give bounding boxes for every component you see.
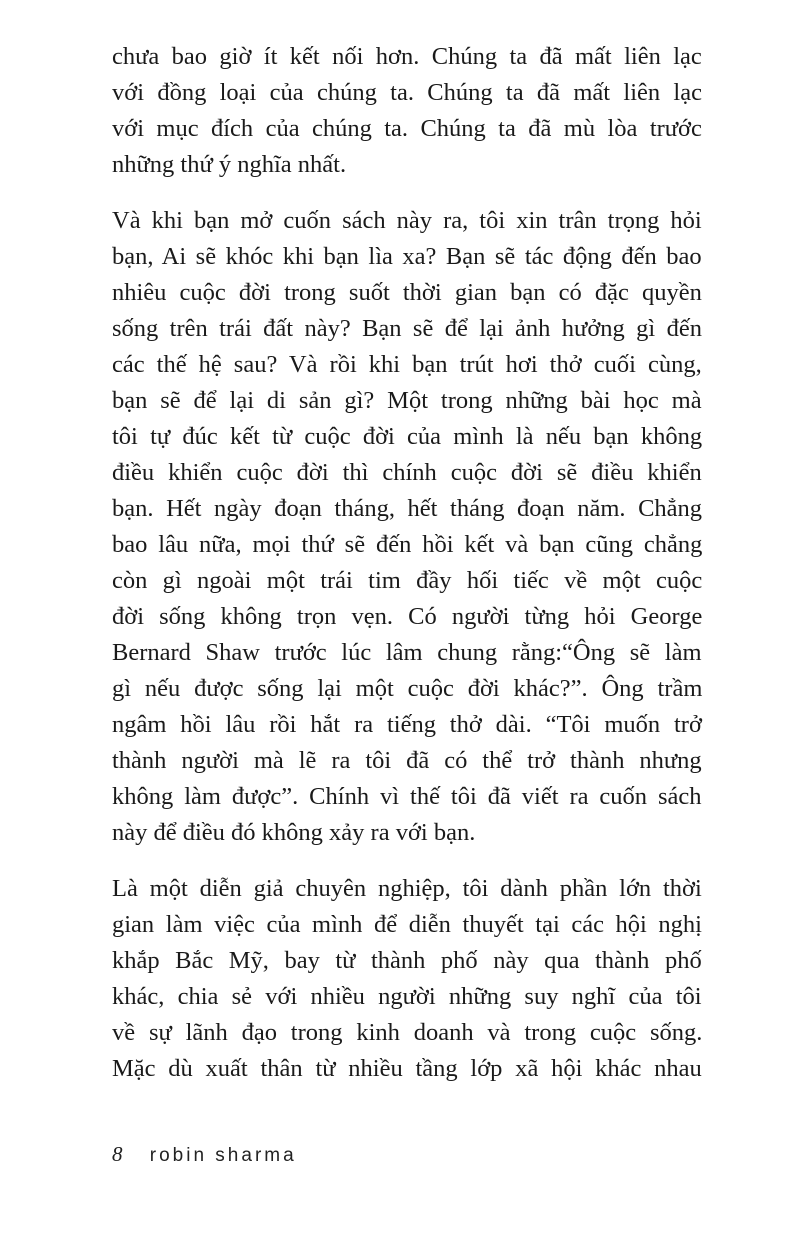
text-line: nhiêu cuộc đời trong suốt thời gian bạn có đặc quyền [112,279,702,306]
text-line: Là một diễn giả chuyên nghiệp, tôi dành phần lớn thời [112,875,702,902]
page-number: 8 [112,1142,123,1166]
text-line: thành người mà lẽ ra tôi đã có thể trở thành nhưng [112,747,702,774]
running-footer-author: robin sharma [149,1145,297,1166]
text-line: còn gì ngoài một trái tim đầy hối tiếc về một cuộc [112,567,703,594]
text-line: Và khi bạn mở cuốn sách này ra, tôi xin trân trọng hỏi [112,207,702,234]
paragraph [112,39,702,183]
text-line: chưa bao giờ ít kết nối hơn. Chúng ta đã mất liên lạc [112,43,702,70]
text-line: về sự lãnh đạo trong kinh doanh và trong cuộc sống. [112,1019,703,1046]
text-line: các thế hệ sau? Và rồi khi bạn trút hơi thở cuối cùng, [112,351,702,378]
text-line: ngâm hồi lâu rồi hắt ra tiếng thở dài. “Tôi muốn trở [112,711,702,738]
text-line: gian làm việc của mình để diễn thuyết tại các hội nghị [112,911,702,938]
text-line: khác, chia sẻ với nhiều người những suy nghĩ của tôi [112,983,702,1010]
paragraph [112,203,702,851]
page-footer [112,1142,297,1167]
text-line: bạn sẽ để lại di sản gì? Một trong những bài học mà [112,387,702,414]
text-line: gì nếu được sống lại một cuộc đời khác?”. Ông trầm [112,675,703,702]
text-line: những thứ ý nghĩa nhất. [112,151,347,178]
text-line: sống trên trái đất này? Bạn sẽ để lại ảnh hưởng gì đến [112,315,702,342]
text-line: không làm được”. Chính vì thế tôi đã viết ra cuốn sách [112,783,702,810]
text-line: này để điều đó không xảy ra với bạn. [112,819,476,846]
text-line: tôi tự đúc kết từ cuộc đời của mình là nếu bạn không [112,423,703,450]
text-line: khắp Bắc Mỹ, bay từ thành phố này qua thành phố [112,947,702,974]
text-line: bạn, Ai sẽ khóc khi bạn lìa xa? Bạn sẽ tác động đến bao [112,243,702,270]
text-line: bạn. Hết ngày đoạn tháng, hết tháng đoạn năm. Chẳng [112,495,703,522]
text-line: với đồng loại của chúng ta. Chúng ta đã mất liên lạc [112,79,702,106]
text-line: Bernard Shaw trước lúc lâm chung rằng:“Ông sẽ làm [112,639,702,666]
paragraph [112,871,702,1087]
text-line: điều khiển cuộc đời thì chính cuộc đời sẽ điều khiển [112,459,702,486]
text-line: đời sống không trọn vẹn. Có người từng hỏi George [112,603,703,630]
page-body [112,39,702,1107]
text-line: Mặc dù xuất thân từ nhiều tầng lớp xã hội khác nhau [112,1055,702,1082]
text-line: với mục đích của chúng ta. Chúng ta đã mù lòa trước [112,115,702,142]
text-line: bao lâu nữa, mọi thứ sẽ đến hồi kết và bạn cũng chẳng [112,531,703,558]
